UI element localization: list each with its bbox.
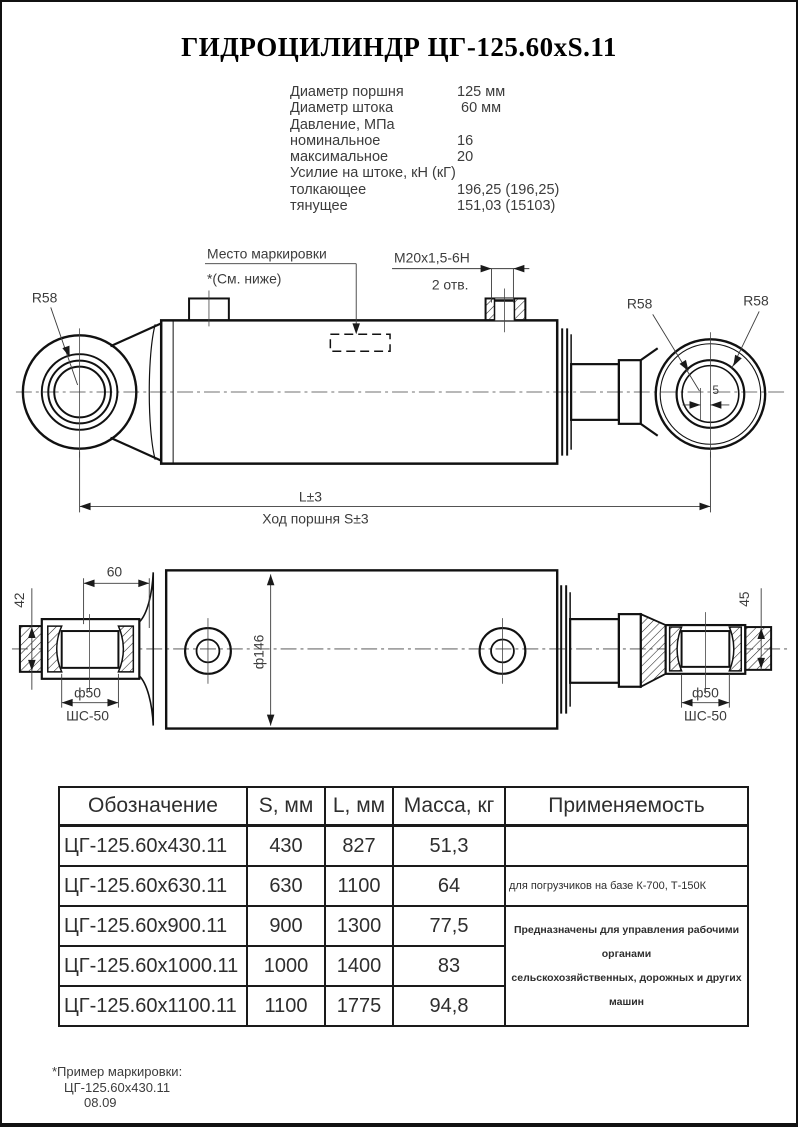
dim-42-label: 42 xyxy=(10,592,27,608)
holes-count-label: 2 отв. xyxy=(431,276,469,293)
col-header-designation: Обозначение xyxy=(59,787,247,826)
footnote-line: *Пример маркировки: xyxy=(52,1064,183,1079)
dimension-lines xyxy=(51,264,759,513)
spec-label: Усилие на штоке, кН (кГ) xyxy=(290,165,456,182)
cell-designation: ЦГ-125.60х1000.11 xyxy=(59,946,247,986)
cell-application-merged xyxy=(505,906,748,1026)
dia-146-label: ф146 xyxy=(250,634,267,670)
cell-s: 630 xyxy=(247,866,325,906)
cell-s: 1000 xyxy=(247,946,325,986)
application-line: сельскохозяйственных, дорожных и других машин xyxy=(511,972,742,1008)
cell-mass: 77,5 xyxy=(393,906,505,946)
cell-l: 1100 xyxy=(325,866,393,906)
spec-label: тянущее xyxy=(290,198,348,215)
spec-row xyxy=(290,198,559,214)
cell-designation: ЦГ-125.60х430.11 xyxy=(59,826,247,867)
table-row xyxy=(59,866,748,906)
spec-row xyxy=(290,133,559,149)
col-header-s: S, мм xyxy=(247,787,325,826)
gland-and-rod-section xyxy=(561,585,641,713)
cell-designation: ЦГ-125.60х630.11 xyxy=(59,866,247,906)
spec-row xyxy=(290,149,559,165)
spec-label: Диаметр поршня xyxy=(290,84,404,100)
spec-value: 16 xyxy=(457,132,474,149)
cell-application xyxy=(505,826,748,867)
dim-5-label: 5 xyxy=(712,382,720,397)
r58-label-left: R58 xyxy=(31,289,58,306)
col-header-application: Применяемость xyxy=(505,787,748,826)
marking-area xyxy=(330,334,390,351)
dia-50-right-label: ф50 xyxy=(691,684,719,701)
cell-designation: ЦГ-125.60х1100.11 xyxy=(59,986,247,1026)
spec-row xyxy=(290,100,559,116)
shs-50-left-label: ШС-50 xyxy=(66,707,110,724)
cell-l: 1300 xyxy=(325,906,393,946)
col-header-l: L, мм xyxy=(325,787,393,826)
stroke-dim-label: Ход поршня S±3 xyxy=(262,510,369,527)
cylinder-body-section xyxy=(139,570,557,728)
cell-l: 827 xyxy=(325,826,393,867)
spec-value: 60 мм xyxy=(457,100,502,117)
bearing-assembly-left xyxy=(20,614,139,692)
dim-60-label: 60 xyxy=(106,563,123,580)
table-header-row xyxy=(59,787,748,826)
dim-45-label: 45 xyxy=(736,591,753,607)
cell-s: 430 xyxy=(247,826,325,867)
rod-eye-right xyxy=(656,332,765,457)
marking-place-label: Место маркировки xyxy=(206,245,327,262)
cell-designation: ЦГ-125.60х900.11 xyxy=(59,906,247,946)
cylinder-side-view xyxy=(2,242,796,542)
shs-50-right-label: ШС-50 xyxy=(684,707,727,724)
spec-row xyxy=(290,84,559,100)
spec-label: Давление, МПа xyxy=(290,116,395,133)
cell-l: 1400 xyxy=(325,946,393,986)
see-below-label: *(См. ниже) xyxy=(206,270,282,287)
dim-L-label: L±3 xyxy=(298,488,323,505)
col-header-mass: Масса, кг xyxy=(393,787,505,826)
cell-l: 1775 xyxy=(325,986,393,1026)
cell-s: 1100 xyxy=(247,986,325,1026)
r58-label-right: R58 xyxy=(743,292,769,309)
spec-value: 196,25 (196,25) xyxy=(457,181,560,198)
cell-mass: 94,8 xyxy=(393,986,505,1026)
thread-label: М20х1,5-6Н xyxy=(394,249,470,266)
application-line: Предназначены для управления рабочими органами xyxy=(513,924,740,960)
footnote-line: ЦГ-125.60х430.11 xyxy=(64,1079,171,1095)
table-row xyxy=(59,826,748,867)
spec-label: Диаметр штока xyxy=(290,100,394,117)
size-table xyxy=(58,786,749,1027)
spec-row xyxy=(290,182,559,198)
cylinder-section-view xyxy=(2,542,796,737)
spec-label: максимальное xyxy=(290,149,389,166)
cell-mass: 83 xyxy=(393,946,505,986)
r58-label-mid: R58 xyxy=(626,295,653,312)
port-boss-left xyxy=(189,291,229,327)
footnote-line: 08.09 xyxy=(84,1095,117,1110)
page-title: ГИДРОЦИЛИНДР ЦГ-125.60хS.11 xyxy=(181,32,617,62)
cell-mass: 51,3 xyxy=(393,826,505,867)
spec-value: 125 мм xyxy=(457,84,506,100)
cell-mass: 64 xyxy=(393,866,505,906)
cell-s: 900 xyxy=(247,906,325,946)
spec-value: 151,03 (15103) xyxy=(457,198,556,215)
bearing-assembly-right xyxy=(641,612,771,694)
spec-label: номинальное xyxy=(290,132,381,149)
spec-row xyxy=(290,117,559,133)
spec-label: толкающее xyxy=(290,181,367,198)
spec-value: 20 xyxy=(457,149,474,166)
spec-row xyxy=(290,165,559,181)
table-row xyxy=(59,906,748,946)
dia-50-left-label: ф50 xyxy=(74,684,102,701)
cell-application: для погрузчиков на базе К-700, Т-150К xyxy=(505,866,748,906)
marking-example-footnote xyxy=(52,1064,182,1111)
spec-list xyxy=(290,84,559,214)
size-table-wrap xyxy=(58,786,749,1027)
